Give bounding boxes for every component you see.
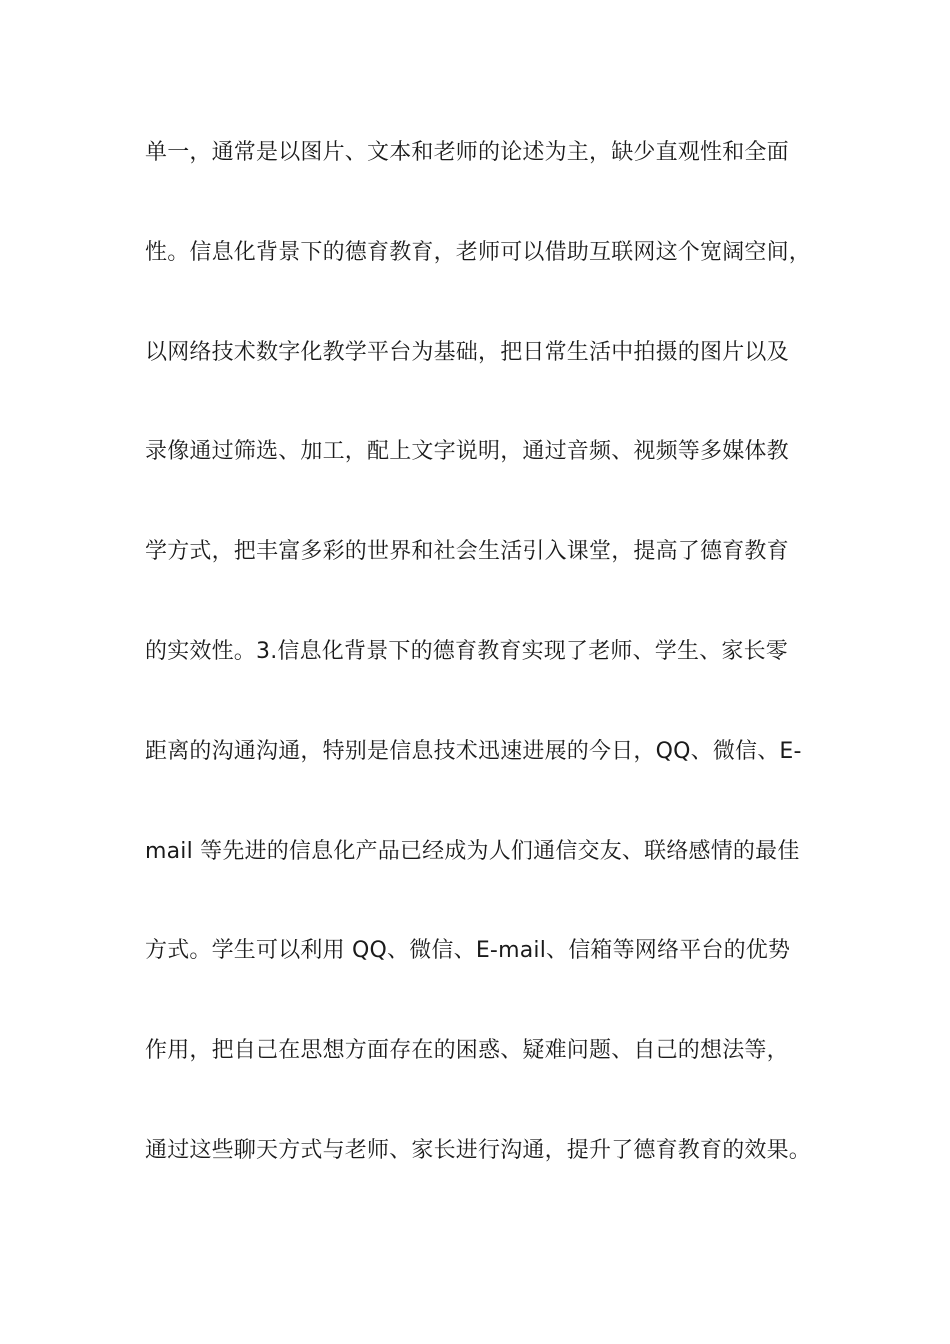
text-line: mail 等先进的信息化产品已经成为人们通信交友、联络感情的最佳 [145,838,800,864]
text-line: 距离的沟通沟通，特别是信息技术迅速进展的今日，QQ、微信、E- [145,738,802,764]
text-line: 以网络技术数字化教学平台为基础，把日常生活中拍摄的图片以及 [145,339,789,365]
text-line: 性。信息化背景下的德育教育，老师可以借助互联网这个宽阔空间， [145,239,812,265]
text-line: 方式。学生可以利用 QQ、微信、E-mail、信箱等网络平台的优势 [145,938,791,964]
text-line: 录像通过筛选、加工，配上文字说明，通过音频、视频等多媒体教 [145,439,789,465]
body-text [145,128,815,1226]
text-line: 作用，把自己在思想方面存在的困惑、疑难问题、自己的想法等， [145,1038,789,1064]
text-line: 单一，通常是以图片、文本和老师的论述为主，缺少直观性和全面 [145,140,789,165]
text-line: 通过这些聊天方式与老师、家长进行沟通，提升了德育教育的效果。 [145,1137,812,1163]
text-line: 学方式，把丰富多彩的世界和社会生活引入课堂，提高了德育教育 [145,539,789,565]
text-line: 的实效性。3.信息化背景下的德育教育实现了老师、学生、家长零 [145,638,788,664]
